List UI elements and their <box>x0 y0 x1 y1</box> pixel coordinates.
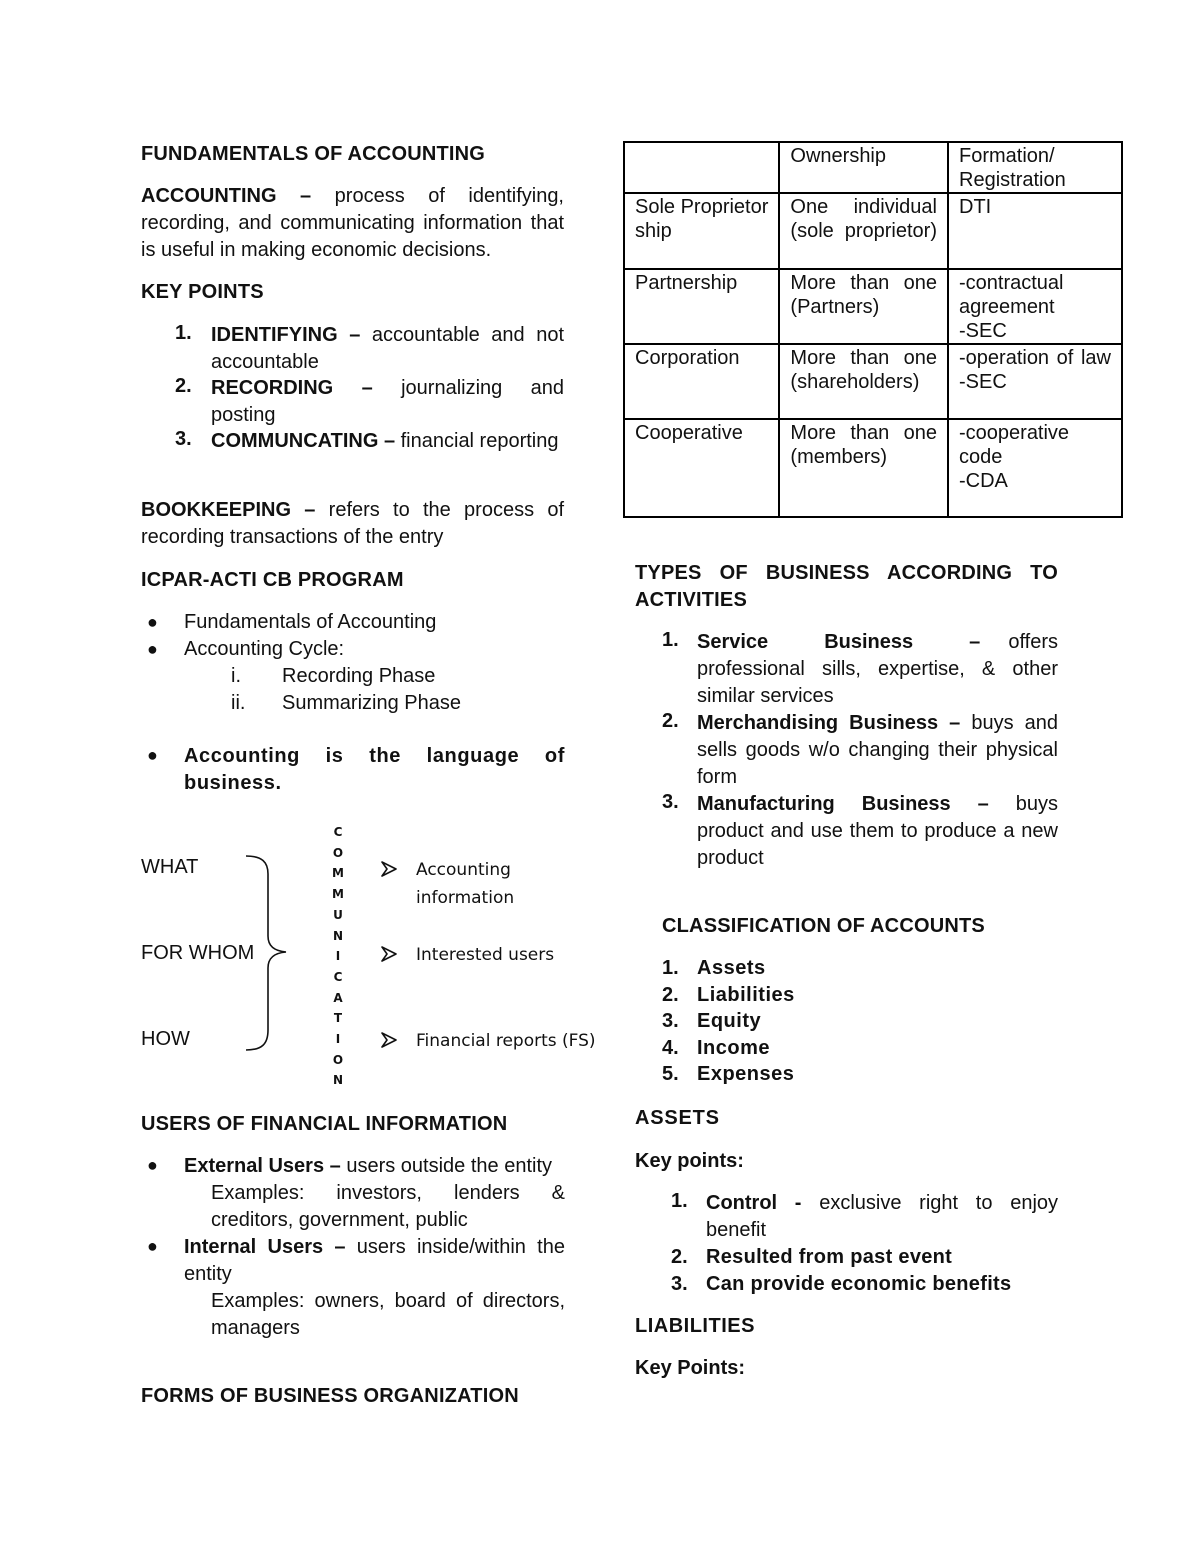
key-point-desc: financial reporting <box>400 430 559 452</box>
vertical-letter: O <box>332 845 344 860</box>
list-number: 3. <box>662 1010 679 1032</box>
list-item <box>662 710 1058 791</box>
table-cell-formation <box>948 269 1122 344</box>
vertical-letter: C <box>333 969 343 984</box>
list-item <box>175 322 564 375</box>
arrowhead-icon <box>380 945 398 963</box>
list-item <box>671 1244 1058 1271</box>
cycle-phase: Recording Phase <box>282 665 436 687</box>
list-number: 2. <box>662 983 679 1006</box>
type-desc: buys product and use them to produce a new product <box>697 793 1059 869</box>
account-class: Assets <box>697 957 766 979</box>
list-number: 5. <box>662 1063 679 1085</box>
page-title: FUNDAMENTALS OF ACCOUNTING <box>141 143 486 165</box>
key-point-desc: accountable and not accountable <box>211 324 564 373</box>
vertical-letter: A <box>333 990 343 1005</box>
list-item <box>175 428 564 481</box>
account-class: Liabilities <box>697 983 795 1006</box>
language-note <box>147 743 565 797</box>
asset-point-term: Can provide economic benefits <box>706 1273 1012 1295</box>
asset-point-term: Resulted from past event <box>706 1246 953 1268</box>
list-item <box>671 1271 1058 1298</box>
icpar-list <box>147 609 567 717</box>
user-term: External Users – <box>184 1155 341 1177</box>
table-cell-type: Cooperative <box>624 419 779 517</box>
users-heading: USERS OF FINANCIAL INFORMATION <box>141 1113 508 1135</box>
table-row <box>624 269 1122 344</box>
table-cell-formation <box>948 419 1122 517</box>
table-cell-formation <box>948 344 1122 419</box>
list-item <box>662 1061 962 1088</box>
key-point-term: IDENTIFYING – <box>211 324 361 346</box>
type-term: Manufacturing Business – <box>697 793 989 815</box>
diagram-question-how: HOW <box>141 1028 190 1050</box>
list-number: 1. <box>662 957 679 979</box>
list-item <box>662 629 1058 710</box>
formation-line: -cooperative code <box>959 422 1070 468</box>
accounting-term: ACCOUNTING – <box>141 185 312 207</box>
diagram-question-for-whom: FOR WHOM <box>141 942 255 964</box>
types-heading: TYPES OF BUSINESS ACCORDING TO ACTIVITIES <box>635 562 1058 611</box>
table-cell-ownership: One individual (sole proprietor) <box>779 193 948 269</box>
table-header-cell: Formation/ Registration <box>948 142 1122 193</box>
type-desc: offers professional sills, expertise, & other similar services <box>697 631 1058 707</box>
table-cell-formation <box>948 193 1122 269</box>
type-term: Merchandising Business – <box>697 712 961 734</box>
table-row <box>624 344 1122 419</box>
list-item <box>662 955 962 982</box>
list-item <box>147 1234 565 1342</box>
vertical-letter: I <box>335 1032 341 1047</box>
list-number: 3. <box>671 1273 688 1295</box>
bookkeeping-definition <box>141 497 564 551</box>
key-point-term: COMMUNCATING – <box>211 430 396 452</box>
classification-list <box>662 955 962 1088</box>
icpar-heading: ICPAR-ACTI CB PROGRAM <box>141 569 404 591</box>
assets-key-points-label: Key points: <box>635 1150 744 1172</box>
bookkeeping-term: BOOKKEEPING – <box>141 499 316 521</box>
roman-numeral: ii. <box>231 692 246 714</box>
list-item <box>147 636 567 663</box>
roman-numeral: i. <box>231 665 241 687</box>
user-examples: Examples: owners, board of directors, managers <box>211 1290 565 1339</box>
diagram-answer-users: Interested users <box>416 945 555 965</box>
list-number: 2. <box>175 375 192 397</box>
list-item <box>147 609 567 636</box>
vertical-letter: N <box>332 928 344 943</box>
arrowhead-icon <box>380 1031 398 1049</box>
forms-heading: FORMS OF BUSINESS ORGANIZATION <box>141 1385 519 1407</box>
asset-point-term: Control - <box>706 1192 802 1214</box>
formation-line: -SEC <box>959 320 1007 342</box>
formation-line: -CDA <box>959 470 1008 492</box>
vertical-letter: I <box>335 949 341 964</box>
formation-line: -operation of law <box>959 347 1111 369</box>
list-item <box>671 1190 1058 1244</box>
list-item <box>662 791 1058 872</box>
formation-line: -SEC <box>959 371 1007 393</box>
classification-heading: CLASSIFICATION OF ACCOUNTS <box>662 915 985 937</box>
vertical-letter: M <box>332 866 344 881</box>
key-points-list <box>175 322 564 481</box>
liabilities-heading: LIABILITIES <box>635 1315 755 1337</box>
list-number: 2. <box>662 710 679 732</box>
list-number: 3. <box>175 428 192 450</box>
list-number: 1. <box>175 322 192 344</box>
bookkeeping-def-text: refers to the process of recording transactions of the entry <box>141 499 565 548</box>
accounting-def-text: process of identifying, recording, and communicating information that is useful in making economic decisions. <box>141 185 564 261</box>
vertical-letter: M <box>332 887 344 902</box>
table-header-cell: Ownership <box>779 142 948 193</box>
brace-icon <box>238 852 298 1056</box>
table-row <box>624 419 1122 517</box>
key-points-heading: KEY POINTS <box>141 281 264 303</box>
bullet-icon: ● <box>147 1155 158 1175</box>
list-item <box>175 375 564 428</box>
account-class: Expenses <box>697 1063 795 1085</box>
user-term: Internal Users – <box>184 1236 346 1258</box>
type-desc: buys and sells goods w/o changing their physical form <box>697 712 1059 788</box>
key-point-desc: journalizing and posting <box>211 377 564 426</box>
business-forms-table <box>623 141 1123 518</box>
user-desc: users inside/within the entity <box>184 1236 565 1285</box>
table-cell-ownership: More than one (members) <box>779 419 948 517</box>
vertical-letter: T <box>333 1011 343 1026</box>
bullet-icon: ● <box>147 745 158 765</box>
formation-line: -contractual agreement <box>959 272 1064 318</box>
users-list <box>147 1153 565 1342</box>
account-class: Income <box>697 1036 771 1059</box>
list-item <box>662 1035 962 1062</box>
table-header-row <box>624 142 1122 193</box>
list-number: 4. <box>662 1036 679 1059</box>
vertical-letter: N <box>332 1073 344 1088</box>
bullet-icon: ● <box>147 612 158 632</box>
icpar-item: Fundamentals of Accounting <box>184 611 437 633</box>
list-item <box>662 1008 962 1035</box>
list-number: 3. <box>662 791 679 813</box>
bullet-icon: ● <box>147 639 158 659</box>
list-number: 1. <box>671 1190 688 1212</box>
user-examples: Examples: investors, lenders & creditors, government, public <box>211 1182 565 1231</box>
diagram-answer-reports: Financial reports (FS) <box>416 1031 596 1051</box>
table-header-cell <box>624 142 779 193</box>
assets-heading: ASSETS <box>635 1107 720 1129</box>
list-number: 2. <box>671 1246 688 1268</box>
arrowhead-icon <box>380 860 398 878</box>
key-point-term: RECORDING – <box>211 377 373 399</box>
table-cell-type: Sole Proprietorship <box>624 193 779 269</box>
communication-vertical-label <box>328 822 348 1091</box>
list-number: 1. <box>662 629 679 651</box>
types-list <box>662 629 1058 872</box>
asset-point-desc: exclusive right to enjoy benefit <box>706 1192 1059 1241</box>
type-term: Service Business – <box>697 631 981 653</box>
table-cell-ownership: More than one (shareholders) <box>779 344 948 419</box>
account-class: Equity <box>697 1010 762 1032</box>
bullet-icon: ● <box>147 1236 158 1256</box>
list-item <box>662 982 962 1009</box>
vertical-letter: C <box>333 825 343 839</box>
formation-line: DTI <box>959 196 992 218</box>
list-item <box>147 690 567 717</box>
list-item <box>147 1153 565 1234</box>
language-note-text: Accounting is the language of business. <box>184 745 565 794</box>
diagram-question-what: WHAT <box>141 856 199 878</box>
list-item <box>147 663 567 690</box>
liabilities-key-points-label: Key Points: <box>635 1357 746 1379</box>
table-cell-type: Partnership <box>624 269 779 344</box>
diagram-answer-information: Accounting information <box>416 860 515 908</box>
cycle-phase: Summarizing Phase <box>282 692 461 714</box>
vertical-letter: U <box>333 907 343 922</box>
icpar-item: Accounting Cycle: <box>184 638 345 660</box>
table-cell-ownership: More than one (Partners) <box>779 269 948 344</box>
accounting-definition <box>141 183 564 264</box>
user-desc: users outside the entity <box>346 1155 553 1177</box>
table-row <box>624 193 1122 269</box>
table-cell-type: Corporation <box>624 344 779 419</box>
assets-points-list <box>671 1190 1058 1298</box>
vertical-letter: O <box>332 1052 344 1067</box>
